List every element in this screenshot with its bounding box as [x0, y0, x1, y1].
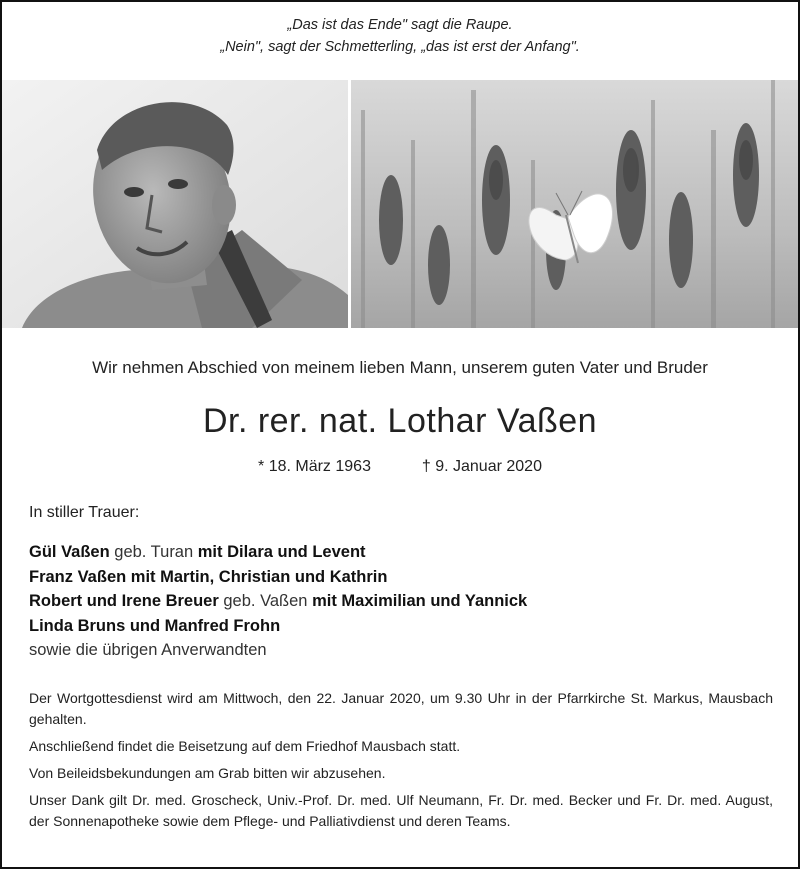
note-paragraph: Der Wortgottesdienst wird am Mittwoch, den 22. Januar 2020, um 9.30 Uhr in der Pfarrkirche St. Markus, Mausbach gehalten.	[29, 690, 773, 727]
mourner-text: geb. Turan	[109, 543, 198, 561]
death-date: † 9. Januar 2020	[421, 458, 542, 475]
butterfly-lavender-photo	[351, 80, 798, 328]
note-paragraph: Von Beileidsbekundungen am Grab bitten wir abzusehen.	[29, 765, 386, 781]
mourner-text: Linda Bruns und Manfred Frohn	[29, 616, 281, 635]
deceased-name: Dr. rer. nat. Lothar Vaßen	[202, 402, 598, 440]
mourner-text: geb. Vaßen	[218, 592, 313, 610]
photo-strip	[2, 80, 798, 328]
quote-line-1: „Das ist das Ende" sagt die Raupe.	[287, 17, 513, 33]
note-paragraph: Anschließend findet die Beisetzung auf dem Friedhof Mausbach statt.	[29, 738, 461, 754]
mourner-line	[29, 540, 527, 565]
quote-line-2: „Nein", sagt der Schmetterling, „das ist erst der Anfang".	[220, 39, 580, 55]
note-paragraph: Unser Dank gilt Dr. med. Groscheck, Univ.-Prof. Dr. med. Ulf Neumann, Fr. Dr. med. Becker und Fr. Dr. med. August, der Sonnenapotheke sowie dem Pflege- und Palliativdienst und deren Teams.	[29, 792, 773, 829]
mourner-text: mit Dilara und Levent	[197, 543, 366, 561]
mourner-line	[29, 614, 527, 639]
mourner-line	[29, 638, 527, 663]
portrait-photo	[2, 80, 348, 328]
service-notes	[29, 688, 773, 838]
mourning-label: In stiller Trauer:	[29, 504, 140, 521]
mourner-text: sowie die übrigen Anverwandten	[29, 641, 267, 659]
epigraph-quote	[0, 14, 800, 58]
birth-date: * 18. März 1963	[258, 458, 371, 475]
mourners-list	[29, 540, 527, 663]
mourner-line	[29, 565, 527, 590]
intro-line: Wir nehmen Abschied von meinem lieben Mann, unserem guten Vater und Bruder	[92, 358, 708, 377]
life-dates	[0, 458, 800, 476]
mourner-text: Robert und Irene Breuer	[29, 592, 219, 610]
mourner-text: Gül Vaßen	[29, 543, 110, 561]
mourner-text: Franz Vaßen mit Martin, Christian und Kathrin	[29, 567, 388, 586]
mourner-text: mit Maximilian und Yannick	[312, 592, 528, 610]
mourner-line	[29, 589, 527, 614]
